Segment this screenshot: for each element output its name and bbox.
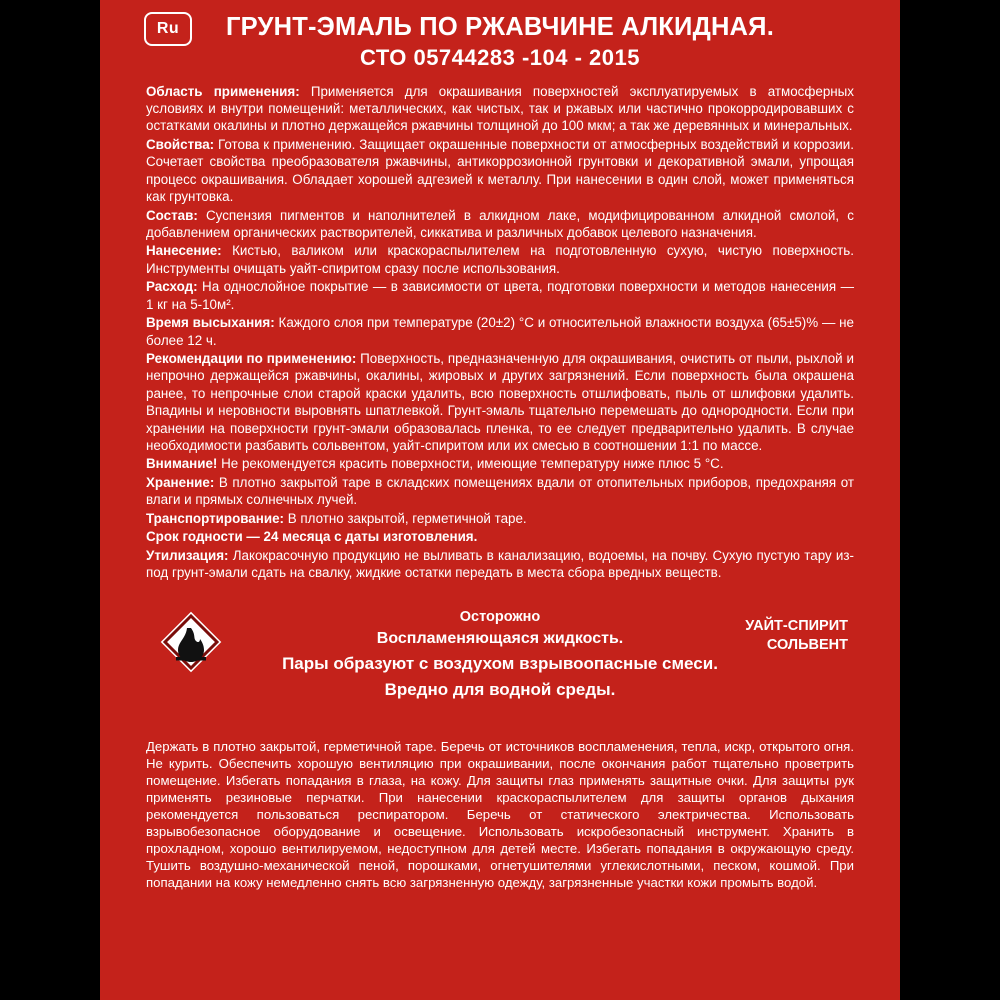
section-composition — [146, 207, 854, 242]
section-application — [146, 83, 854, 135]
label-header — [100, 0, 900, 75]
section-shelf-life — [146, 528, 854, 545]
section-heading: Хранение: — [146, 474, 215, 490]
section-drying-time — [146, 314, 854, 349]
section-heading: Транспортирование: — [146, 510, 284, 526]
section-recommendations — [146, 350, 854, 455]
hazard-statement-2: Пары образуют с воздухом взрывоопасные смеси. — [282, 654, 718, 674]
section-heading: Свойства: — [146, 136, 215, 152]
solvent-list — [745, 617, 848, 653]
section-applying — [146, 242, 854, 277]
flammable-ghs-icon — [158, 609, 224, 675]
section-disposal — [146, 547, 854, 582]
signal-word: Осторожно — [459, 609, 541, 626]
page-title: ГРУНТ-ЭМАЛЬ ПО РЖАВЧИНЕ АЛКИДНАЯ. — [226, 13, 774, 41]
section-properties — [146, 136, 854, 206]
section-heading: Рекомендации по применению: — [146, 350, 357, 366]
section-heading: Состав: — [146, 207, 198, 223]
product-label — [100, 0, 900, 1000]
section-storage — [146, 474, 854, 509]
solvent-solvent: СОЛЬВЕНТ — [766, 636, 848, 653]
section-heading: Время высыхания: — [146, 315, 275, 331]
section-text: Не рекомендуется красить поверхности, имеющие температуру ниже плюс 5 °С. — [217, 456, 724, 472]
section-text: На однослойное покрытие — в зависимости от цвета, подготовки поверхности и методов нанесения — 1 кг на 5-10м². — [146, 279, 854, 312]
section-text: Применяется для окрашивания поверхностей эксплуатируемых в атмосферных условиях и внутри помещений: металлических, как чистых, так и ржавых или частично прокорродировавших с остатками окалины и плотно держащейся ржавчины толщиной до 100 мкм; а так же деревянных и минеральных. — [146, 83, 855, 134]
standard-code: СТО 05744283 -104 - 2015 — [360, 44, 640, 70]
hazard-block — [100, 603, 900, 713]
hazard-statement-1: Воспламеняющаяся жидкость. — [376, 630, 624, 648]
section-consumption — [146, 278, 854, 313]
section-heading: Область применения: — [146, 83, 300, 99]
section-heading: Внимание! — [146, 456, 218, 472]
hazard-statement-3: Вредно для водной среды. — [384, 680, 616, 700]
section-text: Суспензия пигментов и наполнителей в алкидном лаке, модифицированном алкидной смолой, с добавлением органических растворителей, сиккатива и различных добавок целевого назначения. — [146, 207, 854, 240]
section-heading: Утилизация: — [146, 547, 229, 563]
section-heading: Нанесение: — [146, 243, 222, 259]
safety-precautions: Держать в плотно закрытой, герметичной таре. Беречь от источников воспламенения, тепла, искр, открытого огня. Не курить. Обеспечить хорошую вентиляцию при окрашивании, после окончания работ тщательно проветрить помещение. Избегать попадания в глаза, на кожу. Для защиты глаз применять защитные очки. Для защиты рук применять резиновые перчатки. При нанесении краскораспылителем для защиты органов дыхания рекомендуется пользоваться респиратором. Беречь от статического электричества. Использовать взрывобезопасное оборудование и освещение. Использовать искробезопасный инструмент. Хранить в прохладном, хорошо вентилируемом, недоступном для детей месте. Избегать попадания в окружающую среду. Тушить воздушно-механической пеной, порошками, огнетушителями углекислотными, песком, кошмой. При попадании на кожу немедленно снять всю загрязненную одежду, загрязненные участки кожи промыть водой. — [146, 739, 854, 890]
section-attention — [146, 455, 854, 472]
specifications — [100, 75, 900, 582]
section-text: В плотно закрытой таре в складских помещениях вдали от отопительных приборов, предохраняя от влаги и прямых солнечных лучей. — [146, 474, 854, 508]
section-text: Каждого слоя при температуре (20±2) °С и относительной влажности воздуха (65±5)% — не более 12 ч. — [146, 315, 854, 348]
section-text: Готова к применению. Защищает окрашенные поверхности от атмосферных воздействий и коррозии. Сочетает свойства преобразователя ржавчины, антикоррозионной грунтовки и декоративной эмали, упрощая процесс окрашивания. Обладает хорошей адгезией к металлу. При нанесении в один слой, может применяться как грунтовка. — [146, 136, 854, 205]
section-text: Поверхность, предназначенную для окрашивания, очистить от пыли, рыхлой и непрочно держащейся ржавчины, окалины, жировых и других загрязнений. Если поверхность была окрашена ранее, то непрочные слои старой краски удалить, всю поверхность отшлифовать, пыль от шлифовки удалить. Впадины и неровности выровнять шпатлевкой. Грунт-эмаль тщательно перемешать до однородности. Если при хранении на поверхности грунт-эмали образовалась пленка, то ее следует предварительно удалить. В случае необходимости разбавить сольвентом, уайт-спиритом или их смесью в соотношении 1:1 по массе. — [146, 350, 854, 454]
section-heading: Расход: — [146, 279, 198, 295]
section-transportation — [146, 510, 854, 527]
section-heading: Срок годности — 24 месяца с даты изготовления. — [146, 529, 478, 545]
solvent-white-spirit: УАЙТ-СПИРИТ — [745, 618, 848, 635]
ru-badge: Ru — [144, 12, 192, 46]
section-text: Кистью, валиком или краскораспылителем на подготовленную сухую, чистую поверхность. Инструменты очищать уайт-спиритом сразу после использования. — [146, 243, 854, 276]
section-text: В плотно закрытой, герметичной таре. — [283, 510, 527, 526]
section-text: Лакокрасочную продукцию не выливать в канализацию, водоемы, на почву. Сухую пустую тару из-под грунт-эмали сдать на свалку, жидкие остатки передать в места сбора вредных веществ. — [146, 547, 854, 580]
